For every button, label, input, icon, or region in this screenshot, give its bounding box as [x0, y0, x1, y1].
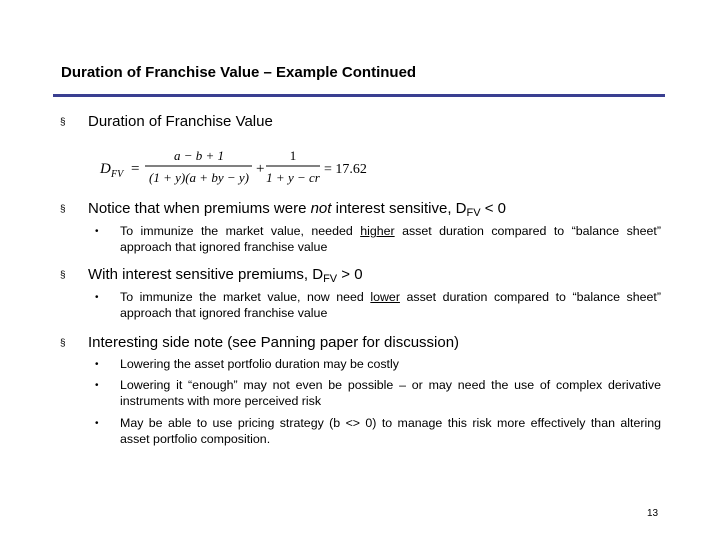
- duration-formula: [96, 145, 386, 191]
- sub-bullet: •: [95, 359, 99, 370]
- sub-item-pricing-strategy: May be able to use pricing strategy (b <> 0) to manage this risk more effectively than altering asset portfolio composition.: [120, 416, 661, 446]
- formula-frac2-denominator: 1 + y − cr: [266, 170, 320, 185]
- formula-plus: +: [256, 161, 265, 177]
- sub-item-needed-higher-duration: To immunize the market value, needed higher asset duration compared to “balance sheet” approach that ignored franchise value: [120, 224, 662, 254]
- slide-title: Duration of Franchise Value – Example Continued: [61, 64, 417, 81]
- formula-frac1-denominator: (1 + y)(a + by − y): [149, 170, 249, 185]
- formula-equals: =: [131, 161, 140, 177]
- formula-lhs-sub: FV: [111, 169, 124, 180]
- formula-result: = 17.62: [324, 162, 367, 177]
- section-bullet: §: [60, 117, 66, 128]
- sub-item-lowering-costly: Lowering the asset portfolio duration may be costly: [120, 357, 399, 371]
- formula-frac2-numerator: 1: [289, 148, 297, 163]
- formula-lhs: D: [100, 161, 111, 177]
- section-bullet: §: [60, 204, 66, 215]
- bullet-interesting-side-note: Interesting side note (see Panning paper for discussion): [88, 334, 460, 351]
- sub-item-need-lower-duration: To immunize the market value, now need lower asset duration compared to “balance sheet” approach that ignored franchise value: [120, 290, 661, 320]
- sub-item-lowering-enough: Lowering it “enough” may not even be possible – or may need the use of complex derivative instruments with more perceived risk: [120, 378, 661, 408]
- sub-bullet: •: [95, 292, 99, 303]
- section-bullet: §: [60, 270, 66, 281]
- bullet-duration-franchise-value: Duration of Franchise Value: [88, 113, 273, 130]
- bullet-not-interest-sensitive: Notice that when premiums were not interest sensitive, $D_{FV} < 0$: [88, 200, 507, 219]
- section-bullet: §: [60, 338, 66, 349]
- sub-bullet: •: [95, 226, 99, 237]
- bullet-interest-sensitive: With interest sensitive premiums, $D_{FV} > 0$: [88, 266, 363, 285]
- formula-frac1-numerator: a − b + 1: [173, 148, 225, 163]
- sub-bullet: •: [95, 418, 99, 429]
- page-number: 13: [647, 508, 659, 519]
- sub-bullet: •: [95, 380, 99, 391]
- title-divider: [53, 94, 665, 97]
